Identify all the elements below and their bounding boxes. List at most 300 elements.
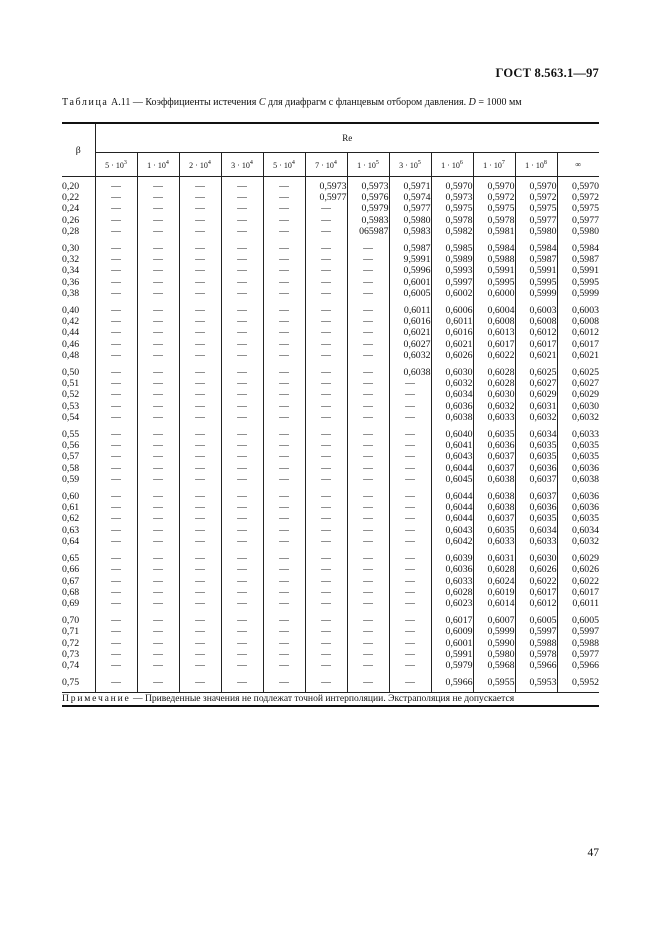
coefficient-value: — [237, 378, 247, 390]
coefficient-cell [221, 177, 263, 238]
coefficient-value: — [111, 659, 121, 671]
coefficient-cell [557, 547, 599, 609]
coefficient-value: — [195, 626, 205, 638]
coefficient-cell [95, 177, 137, 238]
coefficient-value: — [279, 287, 289, 299]
coefficient-value: — [279, 513, 289, 525]
column-header-exponent: 4 [165, 159, 169, 166]
coefficient-value: — [279, 411, 289, 423]
coefficient-value: — [111, 411, 121, 423]
coefficient-value: 0,5996 [403, 265, 431, 277]
coefficient-value: 0,6022 [487, 349, 515, 361]
coefficient-value: — [279, 192, 289, 204]
coefficient-value: — [321, 597, 331, 609]
coefficient-value: — [195, 327, 205, 339]
coefficient-cell [515, 671, 557, 693]
coefficient-value: — [363, 553, 373, 565]
coefficient-cell [263, 361, 305, 423]
coefficient-value: 0,6011 [572, 597, 599, 609]
coefficient-value: — [321, 535, 331, 547]
coefficient-value: 0,5995 [529, 276, 557, 288]
coefficient-value: — [363, 502, 373, 514]
coefficient-value: 0,6009 [445, 626, 473, 638]
coefficient-value: — [237, 400, 247, 412]
coefficient-value: — [195, 378, 205, 390]
coefficient-value: 0,6021 [529, 349, 557, 361]
coefficient-value: — [111, 192, 121, 204]
coefficient-cell [515, 609, 557, 671]
coefficient-value: 0,6021 [403, 327, 431, 339]
coefficient-value: 0,6026 [572, 564, 599, 576]
coefficient-value: — [237, 513, 247, 525]
coefficient-value: — [279, 327, 289, 339]
coefficient-cell [473, 177, 515, 238]
column-header-base: 3 · 10 [399, 160, 418, 170]
coefficient-value: — [405, 677, 415, 689]
table-row-group [62, 361, 599, 423]
coefficient-value: — [153, 400, 163, 412]
coefficient-value: — [237, 597, 247, 609]
coefficient-cell [137, 299, 179, 361]
beta-value: 0,69 [62, 597, 80, 609]
coefficient-value: 0,5980 [572, 225, 599, 237]
coefficient-value: — [153, 429, 163, 441]
coefficient-value: 0,6017 [445, 615, 473, 627]
coefficient-value: — [279, 524, 289, 536]
coefficient-value: — [153, 513, 163, 525]
column-header-row [62, 153, 599, 177]
coefficient-value: — [363, 411, 373, 423]
coefficient-value: 0,5988 [487, 254, 515, 266]
coefficient-value: 0,5983 [403, 225, 431, 237]
coefficient-value: — [195, 389, 205, 401]
coefficient-value: — [405, 597, 415, 609]
coefficient-value: — [279, 367, 289, 379]
coefficient-value: — [195, 513, 205, 525]
coefficient-value: — [153, 586, 163, 598]
coefficient-value: 0,5991 [487, 265, 515, 277]
coefficient-cell [137, 423, 179, 485]
coefficient-value: — [111, 225, 121, 237]
coefficient-value: — [321, 378, 331, 390]
caption-var-c: C [258, 97, 266, 108]
coefficient-value: — [279, 265, 289, 277]
coefficient-value: — [363, 535, 373, 547]
coefficient-value: — [111, 367, 121, 379]
coefficient-value: 0,6033 [487, 535, 515, 547]
coefficient-value: — [237, 203, 247, 215]
caption-label: Таблица [62, 97, 109, 108]
coefficient-value: — [195, 305, 205, 317]
column-header-exponent: 4 [249, 159, 253, 166]
column-header-re [95, 153, 137, 177]
coefficient-value: 0,5978 [487, 214, 515, 226]
coefficient-value: — [405, 400, 415, 412]
coefficient-value: 0,6038 [445, 411, 473, 423]
coefficient-value: — [153, 265, 163, 277]
coefficient-value: — [363, 338, 373, 350]
column-header-base: 1 · 10 [441, 160, 460, 170]
coefficient-value: — [195, 225, 205, 237]
coefficient-value: 0,6035 [572, 440, 599, 452]
coefficient-value: — [111, 626, 121, 638]
coefficient-value: 0,6040 [445, 429, 473, 441]
coefficient-value: — [279, 491, 289, 503]
coefficient-cell [179, 361, 221, 423]
beta-value: 0,30 [62, 243, 80, 255]
coefficient-value: — [363, 677, 373, 689]
coefficient-cell [431, 547, 473, 609]
coefficient-cell [389, 177, 431, 238]
coefficient-value: 0,5988 [572, 637, 599, 649]
coefficient-cell [557, 299, 599, 361]
coefficient-cell [347, 423, 389, 485]
beta-value: 0,36 [62, 276, 80, 288]
coefficient-value: — [111, 637, 121, 649]
coefficient-value: 0,6036 [572, 462, 599, 474]
coefficient-value: — [153, 378, 163, 390]
coefficient-value: — [363, 626, 373, 638]
coefficient-value: — [111, 400, 121, 412]
beta-value: 0,72 [62, 637, 80, 649]
coefficient-cell [137, 609, 179, 671]
coefficient-value: 0,5955 [487, 677, 515, 689]
coefficient-cell [389, 361, 431, 423]
beta-value: 0,56 [62, 440, 80, 452]
coefficient-value: — [321, 429, 331, 441]
coefficient-value: — [321, 451, 331, 463]
coefficient-value: — [111, 214, 121, 226]
coefficient-value: 0,6037 [487, 451, 515, 463]
coefficient-cell [557, 609, 599, 671]
coefficient-value: 0,5979 [445, 659, 473, 671]
coefficient-value: 0,6035 [572, 513, 599, 525]
coefficient-cell [305, 609, 347, 671]
coefficient-value: 0,5952 [572, 677, 599, 689]
coefficient-value: — [279, 429, 289, 441]
coefficient-value: — [237, 462, 247, 474]
coefficient-cell [305, 423, 347, 485]
coefficient-value: 0,6035 [487, 524, 515, 536]
coefficient-value: — [237, 524, 247, 536]
coefficient-value: — [195, 451, 205, 463]
coefficient-value: — [153, 192, 163, 204]
coefficient-value: 0,5999 [529, 287, 557, 299]
coefficient-value: — [363, 575, 373, 587]
coefficient-value: 0,5975 [445, 203, 473, 215]
coefficient-value: — [279, 597, 289, 609]
coefficient-value: 0,6042 [445, 535, 473, 547]
coefficient-value: — [321, 659, 331, 671]
column-header-base: 5 · 10 [273, 160, 292, 170]
coefficient-value: 0,6026 [445, 349, 473, 361]
coefficient-cell [263, 671, 305, 693]
coefficient-value: 0,6035 [487, 429, 515, 441]
coefficient-value: — [363, 564, 373, 576]
coefficient-value: — [111, 327, 121, 339]
coefficient-value: 0,5991 [445, 648, 473, 660]
coefficient-value: — [363, 243, 373, 255]
table-row-group [62, 547, 599, 609]
coefficient-value: — [111, 243, 121, 255]
coefficient-value: — [321, 389, 331, 401]
coefficient-cell [137, 547, 179, 609]
column-header-base: 2 · 10 [189, 160, 208, 170]
coefficient-value: — [153, 440, 163, 452]
coefficient-value: — [279, 243, 289, 255]
coefficient-value: 0,6038 [487, 491, 515, 503]
coefficient-value: — [195, 491, 205, 503]
coefficient-value: — [279, 305, 289, 317]
coefficient-value: 0,5990 [487, 637, 515, 649]
beta-value: 0,65 [62, 553, 80, 565]
coefficient-value: — [321, 276, 331, 288]
coefficient-value: — [153, 181, 163, 192]
coefficient-value: — [321, 473, 331, 485]
coefficient-value: — [321, 316, 331, 328]
coefficient-value: — [237, 225, 247, 237]
beta-cell [62, 609, 95, 671]
beta-value: 0,54 [62, 411, 80, 423]
coefficient-value: — [405, 626, 415, 638]
coefficient-value: — [195, 287, 205, 299]
coefficient-cell [179, 671, 221, 693]
coefficient-value: 0,6044 [445, 462, 473, 474]
coefficient-value: 0,6029 [572, 553, 599, 565]
table-row-group [62, 299, 599, 361]
coefficient-cell [431, 609, 473, 671]
coefficient-value: — [237, 451, 247, 463]
coefficient-value: — [405, 637, 415, 649]
coefficient-value: — [363, 648, 373, 660]
coefficient-value: — [363, 637, 373, 649]
coefficient-value: — [153, 305, 163, 317]
coefficient-value: 0,5984 [487, 243, 515, 255]
coefficient-value: 0,5984 [572, 243, 599, 255]
coefficient-cell [515, 361, 557, 423]
coefficient-cell [431, 361, 473, 423]
coefficient-value: 0,6035 [529, 451, 557, 463]
coefficient-value: 0,6001 [403, 276, 431, 288]
coefficient-value: 0,5966 [572, 659, 599, 671]
column-header-exponent: 5 [417, 159, 421, 166]
coefficient-value: — [405, 451, 415, 463]
beta-value: 0,26 [62, 214, 80, 226]
coefficient-cell [95, 423, 137, 485]
coefficient-value: — [237, 429, 247, 441]
beta-value: 0,62 [62, 513, 80, 525]
coefficient-value: — [405, 564, 415, 576]
coefficient-cell [473, 671, 515, 693]
coefficient-value: — [321, 225, 331, 237]
coefficient-value: — [363, 524, 373, 536]
coefficient-cell [347, 671, 389, 693]
note-text: — Приведенные значения не подлежат точной интерполяции. Экстраполяция не допускается [130, 693, 515, 705]
coefficient-value: — [237, 677, 247, 689]
coefficient-value: — [111, 615, 121, 627]
coefficient-value: 0,6005 [403, 287, 431, 299]
coefficient-value: 0,5984 [529, 243, 557, 255]
beta-value: 0,22 [62, 192, 80, 204]
re-header: Re [95, 123, 599, 153]
coefficient-value: — [237, 389, 247, 401]
coefficient-cell [137, 671, 179, 693]
coefficient-value: 0,6036 [572, 491, 599, 503]
coefficient-value: — [321, 214, 331, 226]
beta-value: 0,57 [62, 451, 80, 463]
coefficient-value: — [111, 575, 121, 587]
coefficient-cell [263, 423, 305, 485]
coefficient-cell [431, 485, 473, 547]
coefficient-value: 0,5987 [403, 243, 431, 255]
coefficient-value: 0,6022 [572, 575, 599, 587]
coefficient-value: — [279, 316, 289, 328]
coefficient-value: 0,6038 [487, 502, 515, 514]
coefficient-value: — [195, 473, 205, 485]
coefficient-value: — [153, 659, 163, 671]
coefficient-value: — [279, 203, 289, 215]
coefficient-value: 0,6035 [572, 451, 599, 463]
column-header-base: 3 · 10 [231, 160, 250, 170]
coefficient-cell [95, 671, 137, 693]
coefficient-value: — [153, 597, 163, 609]
coefficient-value: 0,6030 [529, 553, 557, 565]
beta-value: 0,42 [62, 316, 80, 328]
coefficient-value: — [195, 586, 205, 598]
coefficient-value: 0,5973 [445, 192, 473, 204]
coefficient-value: 0,5999 [572, 287, 599, 299]
coefficient-cell [179, 485, 221, 547]
coefficient-value: 0,6045 [445, 473, 473, 485]
coefficient-cell [515, 547, 557, 609]
coefficient-value: — [321, 305, 331, 317]
coefficient-cell [263, 485, 305, 547]
beta-value: 0,20 [62, 181, 80, 192]
coefficient-value: — [237, 316, 247, 328]
column-header-exponent: 7 [501, 159, 505, 166]
coefficient-value: 0,5987 [572, 254, 599, 266]
coefficient-value: 0,5972 [487, 192, 515, 204]
coefficient-cell [515, 177, 557, 238]
coefficient-value: — [279, 502, 289, 514]
coefficient-value: — [405, 659, 415, 671]
coefficient-value: — [405, 502, 415, 514]
coefficient-value: — [195, 214, 205, 226]
coefficient-cell [431, 177, 473, 238]
coefficient-value: — [363, 378, 373, 390]
coefficient-value: — [279, 378, 289, 390]
coefficient-value: 0,5968 [487, 659, 515, 671]
beta-cell [62, 423, 95, 485]
coefficient-value: 0,6031 [529, 400, 557, 412]
coefficient-value: — [279, 575, 289, 587]
coefficient-value: — [279, 648, 289, 660]
table-row-group [62, 671, 599, 693]
coefficient-cell [473, 547, 515, 609]
coefficient-cell [431, 671, 473, 693]
coefficient-value: 0,6017 [572, 586, 599, 598]
coefficient-value: — [111, 378, 121, 390]
coefficient-value: 0,5975 [529, 203, 557, 215]
coefficient-value: — [153, 389, 163, 401]
coefficient-value: — [279, 338, 289, 350]
coefficient-value: — [195, 429, 205, 441]
column-header-base: 1 · 10 [357, 160, 376, 170]
coefficient-value: 0,5972 [529, 192, 557, 204]
coefficient-value: — [153, 615, 163, 627]
coefficient-value: — [153, 491, 163, 503]
coefficient-value: 0,5977 [529, 214, 557, 226]
coefficient-value: — [405, 491, 415, 503]
beta-value: 0,32 [62, 254, 80, 266]
coefficient-cell [95, 299, 137, 361]
coefficient-value: 0,6003 [529, 305, 557, 317]
coefficient-cell [221, 485, 263, 547]
coefficient-value: 0,6011 [403, 305, 431, 317]
coefficient-value: 0,5977 [319, 192, 347, 204]
coefficient-value: — [237, 411, 247, 423]
coefficient-value: — [321, 491, 331, 503]
coefficient-value: 0,5989 [445, 254, 473, 266]
coefficient-value: — [111, 265, 121, 277]
coefficient-value: — [237, 473, 247, 485]
coefficient-value: 0,6029 [572, 389, 599, 401]
beta-value: 0,38 [62, 287, 80, 299]
coefficient-value: — [237, 327, 247, 339]
coefficient-value: — [153, 287, 163, 299]
coefficient-value: — [363, 615, 373, 627]
beta-value: 0,63 [62, 524, 80, 536]
column-header-base: 5 · 10 [105, 160, 124, 170]
coefficient-value: — [237, 637, 247, 649]
coefficient-value: 0,6016 [403, 316, 431, 328]
coefficient-value: — [321, 440, 331, 452]
coefficient-value: — [237, 181, 247, 192]
beta-value: 0,52 [62, 389, 80, 401]
coefficient-value: — [111, 513, 121, 525]
coefficient-value: — [237, 615, 247, 627]
coefficient-value: 0,6036 [445, 564, 473, 576]
coefficient-value: 0,6032 [572, 411, 599, 423]
coefficient-value: 0,6030 [445, 367, 473, 379]
coefficient-value: — [321, 513, 331, 525]
coefficient-value: — [237, 586, 247, 598]
coefficient-value: — [111, 316, 121, 328]
coefficient-value: — [321, 575, 331, 587]
coefficient-value: — [195, 440, 205, 452]
coefficient-value: — [279, 451, 289, 463]
coefficient-value: 0,6032 [529, 411, 557, 423]
beta-value: 0,50 [62, 367, 80, 379]
coefficient-cell [221, 609, 263, 671]
coefficient-value: — [153, 327, 163, 339]
coefficient-value: 0,6037 [529, 473, 557, 485]
coefficient-value: 0,6030 [487, 389, 515, 401]
coefficient-value: — [279, 677, 289, 689]
coefficient-value: — [111, 429, 121, 441]
coefficient-value: — [363, 451, 373, 463]
column-header-re [473, 153, 515, 177]
coefficient-value: — [195, 659, 205, 671]
coefficient-value: — [405, 378, 415, 390]
coefficient-value: 0,6008 [487, 316, 515, 328]
coefficient-value: — [195, 338, 205, 350]
coefficient-value: 0,5985 [445, 243, 473, 255]
column-header-exponent: 6 [459, 159, 463, 166]
beta-value: 0,67 [62, 575, 80, 587]
coefficient-cell [515, 299, 557, 361]
coefficient-value: — [153, 502, 163, 514]
